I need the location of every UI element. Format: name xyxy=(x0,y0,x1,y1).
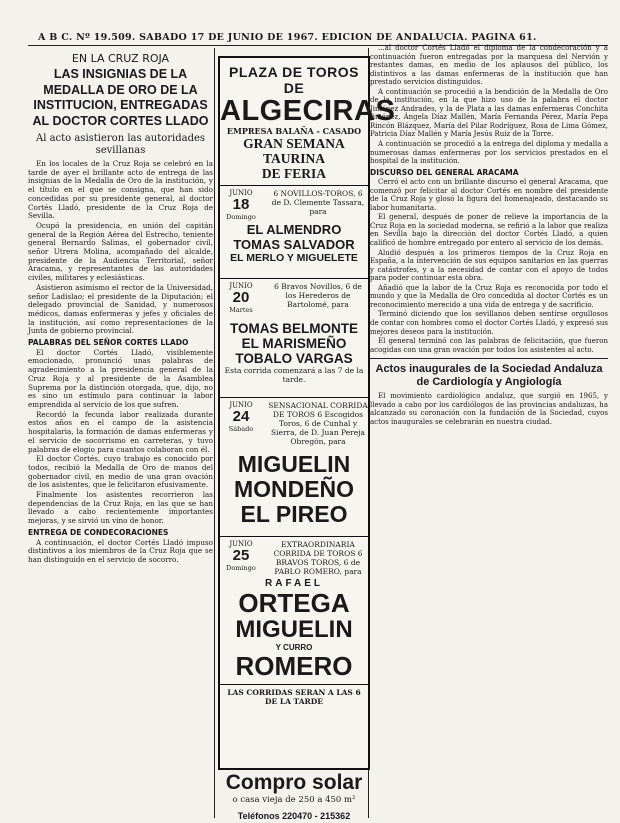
ad-feria: DE FERIA xyxy=(261,166,327,181)
event-weekday: Sábado xyxy=(228,425,254,433)
event-note: LAS CORRIDAS SERAN A LAS 6 DE LA TARDE xyxy=(220,684,368,706)
bullfighter-name: TOMAS SALVADOR xyxy=(233,237,355,252)
solar-subtext: o casa vieja de 250 a 450 m² xyxy=(232,795,356,805)
paragraph: El doctor Cortés, cuyo trabajo es conocido por todos, recibió la Medalla de Oro de manos del gobernador civil, en medio de una gran ovación de los asistentes, que le felicitaron efusivamente. xyxy=(28,454,213,490)
bullfighter-name: ORTEGA xyxy=(238,588,350,618)
bullfighter-name: TOBALO VARGAS xyxy=(235,351,353,366)
ad-empresa: EMPRESA BALAÑA - CASADO xyxy=(226,126,362,136)
event-description: EXTRAORDINARIA CORRIDA DE TOROS 6 BRAVOS TOROS, 6 de PABLO ROMERO, para xyxy=(273,540,363,576)
event-month: JUNIO xyxy=(229,401,253,409)
event-june-18 xyxy=(220,185,368,278)
ad-title-small: PLAZA DE TOROS DE xyxy=(229,64,359,96)
event-month: JUNIO xyxy=(229,540,253,548)
paragraph: ...al doctor Cortés Lladó el diploma de la condecoración y a continuación fueron entregadas por la marquesa del Nervión y restantes damas, en medio de los aplausos del público, los distintivos a las damas enfermeras de la institución que han prestado servicios distinguidos. xyxy=(370,44,608,87)
ad-title-algeciras: ALGECIRAS xyxy=(220,95,396,127)
event-june-24 xyxy=(220,397,368,536)
bullfighter-name: EL ALMENDRO xyxy=(246,222,342,237)
event-date xyxy=(222,540,260,572)
bullfighter-name: EL PIREO xyxy=(240,501,348,527)
paragraph: Cerró el acto con un brillante discurso el general Aracama, que comenzó por felicitar al doctor Cortés en nombre del presidente de la Cruz Roja y glosó la figura del homenajeado, destacando su labor humanitaria. xyxy=(370,178,608,212)
cardiology-headline: Actos inaugurales de la Sociedad Andaluza de Cardiología y Angiología xyxy=(375,363,603,389)
paragraph: El general terminó con las palabras de felicitación, que fueron acogidas con una gran ovación por todos los asistentes al acto. xyxy=(370,337,608,354)
section-rule xyxy=(370,358,608,359)
classified-solar-ad xyxy=(222,771,366,821)
paragraph: En los locales de la Cruz Roja se celebró en la tarde de ayer el brillante acto de entrega de las insignias de la Medalla de Oro de la institución, y el título en el que se consigna, que han sido concedidas por su presidente general, al doctor Cortés Lladó, presidente de la Cruz Roja de Sevilla. xyxy=(28,159,213,221)
paragraph: A continuación se procedió a la bendición de la Medalla de Oro de la institución, en la que hizo uso de la palabra el doctor Jiménez Andrades, y la de Plata a las damas enfermeras Conchita Jiménez, Ángela Díaz Mallén, María Fernanda Pérez, María Pepa Rincón Blázquez, María del Pilar Rodríguez, Rosa de Lima Gómez, Patricia Díaz Mallén y María Jesús Ruiz de la Torre. xyxy=(370,87,608,139)
paragraph: Recordó la fecunda labor realizada durante estos años en el campo de la asistencia hospitalaria, la formación de damas enfermeras y el servicio de socorrismo en carreteras, y tuvo palabras de elogio para cuantos colaboran con él. xyxy=(28,409,213,454)
page-header: A B C. Nº 19.509. SABADO 17 DE JUNIO DE 1967. EDICION DE ANDALUCIA. PAGINA 61. xyxy=(38,32,537,43)
bullfighter-name: Y CURRO xyxy=(275,643,313,652)
bullfighter-name: MONDEÑO xyxy=(233,476,355,502)
bullfighter-name: MIGUELIN xyxy=(237,451,351,477)
paragraph: Ocupó la presidencia, en unión del capitán general de la Región Aérea del Estrecho, teniente general Bernardo Salinas, el gobernador civil, señor Utrera Molina, acompañado del alcalde, presidente de la Audiencia Territorial, señor Aracama, y representantes de las autoridades civiles, militares y eclesiásticas. xyxy=(28,220,213,283)
ad-semana: GRAN SEMANA TAURINA xyxy=(243,136,345,166)
paragraph: Asistieron asimismo el rector de la Universidad, señor Ladislao; el presidente de la Diputación; el delegado provincial de Sanidad, y numerosos médicos, damas enfermeras y jefes y oficiales de la institución, así como representaciones de la Junta de gobierno provincial. xyxy=(28,282,213,336)
event-day: 18 xyxy=(232,196,250,213)
event-weekday: Domingo xyxy=(226,213,256,221)
paragraph: El general, después de poner de relieve la importancia de la Cruz Roja en la sociedad moderna, se refirió a la labor que realiza en Sevilla bajo la dirección del doctor Cortés Lladó, a quien calificó de hombre entregado por entero al servicio de los demás. xyxy=(370,213,608,248)
paragraph: A continuación se procedió a la entrega del diploma y medalla a numerosas damas enfermeras por los servicios prestados en el hospital de la institución. xyxy=(370,140,608,166)
paragraph: El doctor Cortés Lladó, visiblemente emocionado, pronunció unas palabras de agradecimiento a la presidencia general de la Cruz Roja y al presidente de la Asamblea Suprema por la distinción otorgada, que, dijo, no es sino un estímulo para continuar la labor emprendida al servicio de los que sufren. xyxy=(28,347,213,409)
left-article xyxy=(28,48,213,566)
article-kicker: EN LA CRUZ ROJA xyxy=(71,52,170,65)
event-day: 20 xyxy=(232,289,250,306)
event-date xyxy=(222,282,260,314)
bullfighter-name: MIGUELIN xyxy=(235,616,353,643)
event-description: 6 NOVILLOS-TOROS, 6 de D. Clemente Tassara, para xyxy=(271,189,365,216)
paragraph: El movimiento cardiológico andaluz, que surgió en 1965, y llevado a cabo por los cardiólogos de las provincias andaluzas, ha alcanzado su coronación con la fundación de la Sociedad, cuyos actos inaugurales se celebrarán en nuestra ciudad. xyxy=(370,392,608,426)
event-month: JUNIO xyxy=(229,282,253,290)
paragraph: Finalmente los asistentes recorrieron las dependencias de la Cruz Roja, en las que se han llevado a cabo recientemente importantes mejoras, y se sirvió un vino de honor. xyxy=(28,490,213,526)
bullfight-advertisement xyxy=(218,56,396,770)
section-heading: DISCURSO DEL GENERAL ARACAMA xyxy=(370,167,519,177)
paragraph: Aludió después a los primeros tiempos de la Cruz Roja en España, a la intervención de sus equipos sanitarios en las guerras y catástrofes, y a la necesidad de contar con el apoyo de todos para poder continuar esta obra. xyxy=(370,248,608,283)
article-subhead: Al acto asistieron las autoridades sevillanas xyxy=(35,133,206,156)
column-rule-left xyxy=(214,48,215,818)
event-june-20 xyxy=(220,278,368,397)
paragraph: Añadió que la labor de la Cruz Roja es reconocida por todo el mundo y que la Medalla de Oro concedida al doctor Cortés es un reconocimiento merecido a una vida de entrega y de sacrificio. xyxy=(370,283,608,309)
section-heading: ENTREGA DE CONDECORACIONES xyxy=(28,527,169,537)
event-weekday: Domingo xyxy=(226,564,256,572)
event-note: Esta corrida comenzará a las 7 de la tarde. xyxy=(224,366,364,384)
bullfighter-name: EL MERLO Y MIGUELETE xyxy=(230,252,358,264)
article-body xyxy=(28,160,213,565)
event-date xyxy=(222,401,260,433)
event-day: 24 xyxy=(232,408,250,425)
event-month: JUNIO xyxy=(229,189,253,197)
article-body xyxy=(370,44,608,354)
solar-phone: Teléfonos 220470 - 215362 xyxy=(237,811,351,821)
paragraph: A continuación, el doctor Cortés Lladó impuso distintivos a los miembros de la Cruz Roja que se han distinguido en el servicio de socorro. xyxy=(28,537,213,564)
bullfighter-name: EL MARISMEÑO xyxy=(241,336,347,351)
bullfighter-name: TOMAS BELMONTE xyxy=(230,321,358,336)
article-headline: LAS INSIGNIAS DE LA MEDALLA DE ORO DE LA INSTITUCION, ENTREGADAS AL DOCTOR CORTES LLADO xyxy=(32,67,209,128)
event-date xyxy=(222,189,260,221)
bullfighter-name: ROMERO xyxy=(235,651,353,681)
event-weekday: Martes xyxy=(229,306,253,314)
event-june-25 xyxy=(220,536,368,757)
event-description: SENSACIONAL CORRIDA DE TOROS 6 Escogidos Toros, 6 de Cunhal y Sierra, de D. Juan Pereja Obregón, para xyxy=(268,401,368,446)
bullfighter-name: RAFAEL xyxy=(265,578,323,589)
event-description: 6 Bravos Novillos, 6 de los Herederos de Bartolomé, para xyxy=(274,282,362,309)
cardiology-body xyxy=(370,392,608,426)
solar-headline: Compro solar xyxy=(225,771,363,794)
right-article xyxy=(370,44,608,427)
paragraph: Terminó diciendo que los sevillanos deben sentirse orgullosos de contar con hombres como el doctor Cortés Lladó, y expresó sus mejores deseos para la institución. xyxy=(370,310,608,336)
section-heading: PALABRAS DEL SEÑOR CORTES LLADO xyxy=(28,338,189,348)
event-day: 25 xyxy=(232,547,250,564)
